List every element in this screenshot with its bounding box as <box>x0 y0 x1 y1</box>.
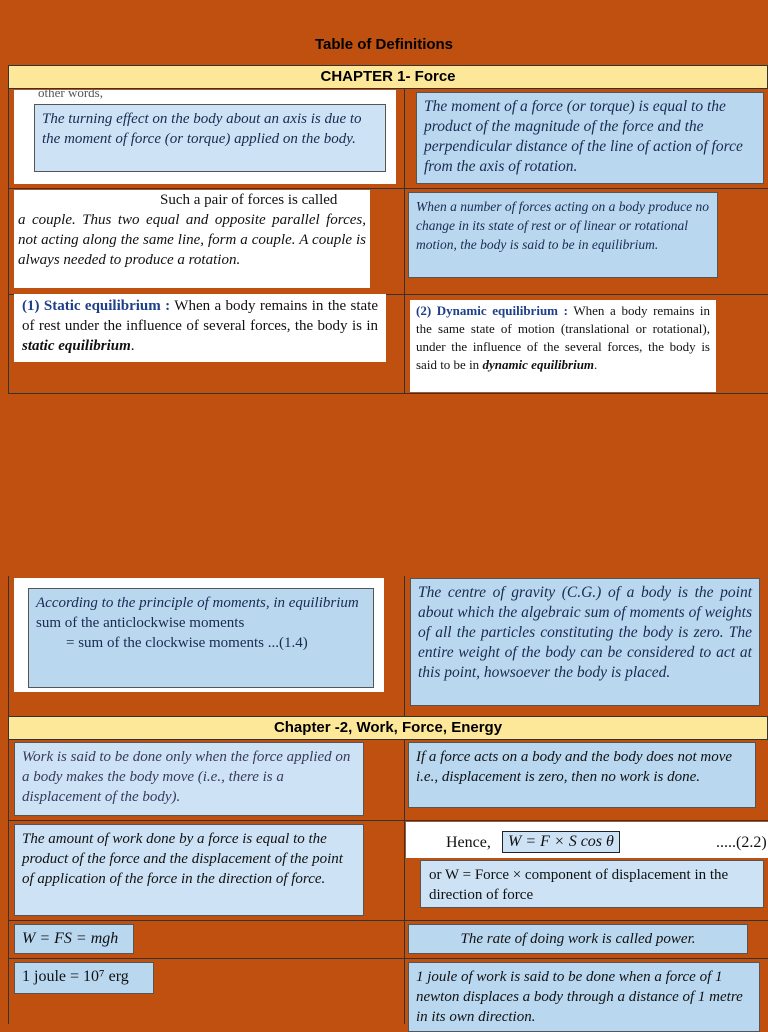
dynamic-equilibrium-heading: (2) Dynamic equilibrium : <box>416 303 568 318</box>
dynamic-equilibrium-body: When a body remains in the same state of motion (translational or rotational), under the influence of the several forces, the body is said to be in <box>416 303 710 372</box>
moment-of-force-definition: The moment of a force (or torque) is equal to the product of the magnitude of the force and the perpendicular distance of the line of action of force from the axis of rotation. <box>416 92 764 184</box>
row-divider <box>8 188 768 189</box>
work-energy-formula: W = FS = mgh <box>14 924 134 954</box>
principle-line-2: sum of the anticlockwise moments <box>36 615 245 631</box>
principle-of-moments-definition <box>28 588 374 688</box>
row-divider <box>8 820 768 821</box>
chapter-1-heading: CHAPTER 1- Force <box>8 65 768 89</box>
page-title: Table of Definitions <box>314 36 454 53</box>
table-divider-center <box>404 740 405 1024</box>
principle-line-1: According to the principle of moments, in equilibrium <box>36 595 359 611</box>
cell-principle-of-moments <box>14 578 384 692</box>
power-definition: The rate of doing work is called power. <box>408 924 748 954</box>
row-divider <box>8 958 768 959</box>
chapter-2-heading: Chapter -2, Work, Force, Energy <box>8 716 768 740</box>
couple-lead: Such a pair of forces is called <box>160 192 338 208</box>
work-component-formula: or W = Force × component of displacement in the direction of force <box>420 860 764 908</box>
row-divider <box>8 393 768 394</box>
table-border-left <box>8 89 9 394</box>
table-border-left <box>8 576 9 716</box>
static-equilibrium-heading: (1) Static equilibrium : <box>22 298 171 314</box>
static-equilibrium-definition: (1) Static equilibrium : When a body remains in the state of rest under the influence of several forces, the body is in static equilibrium. <box>14 294 386 362</box>
couple-body: a couple. Thus two equal and opposite parallel forces, not acting along the same line, form a couple. A couple is always needed to produce a rotation. <box>18 212 366 268</box>
work-formula: W = F × S cos θ <box>502 831 620 853</box>
table-divider-center <box>404 576 405 716</box>
scrap-text: other words, <box>38 85 103 100</box>
couple-definition <box>14 190 370 288</box>
hence-label: Hence, <box>446 834 491 851</box>
centre-of-gravity-definition: The centre of gravity (C.G.) of a body is the point about which the algebraic sum of moments of weights of all the particles constituting the body is zero. The entire weight of the body can be considered to act at this point, howsoever the body is placed. <box>410 578 760 706</box>
work-done-definition: Work is said to be done only when the force applied on a body makes the body move (i.e., there is a displacement of the body). <box>14 742 364 816</box>
dynamic-equilibrium-term: dynamic equilibrium <box>482 357 595 372</box>
table-border-left <box>8 740 9 1024</box>
no-work-definition: If a force acts on a body and the body does not move i.e., displacement is zero, then no work is done. <box>408 742 756 808</box>
equilibrium-definition: When a number of forces acting on a body produce no change in its state of rest or of linear or rotational motion, the body is said to be in equilibrium. <box>408 192 718 278</box>
turning-effect-definition: The turning effect on the body about an axis is due to the moment of force (or torque) applied on the body. <box>34 104 386 172</box>
static-equilibrium-body: When a body remains in the state of rest under the influence of several forces, the body is in <box>22 298 379 334</box>
static-equilibrium-term: static equilibrium <box>22 338 131 354</box>
row-divider <box>8 920 768 921</box>
cell-turning-effect <box>14 85 396 184</box>
table-divider-center <box>404 89 405 394</box>
work-formula-row <box>406 822 768 858</box>
amount-of-work-definition: The amount of work done by a force is equal to the product of the force and the displacement of the point of application of the force in the direction of force. <box>14 824 364 916</box>
equation-number: .....(2.2) <box>716 834 767 851</box>
principle-line-3: = sum of the clockwise moments ...(1.4) <box>66 635 308 651</box>
joule-definition: 1 joule of work is said to be done when a force of 1 newton displaces a body through a distance of 1 metre in its own direction. <box>408 962 760 1032</box>
joule-erg-relation: 1 joule = 10⁷ erg <box>14 962 154 994</box>
dynamic-equilibrium-definition: (2) Dynamic equilibrium : When a body remains in the same state of motion (translational or rotational), under the influence of the several forces, the body is said to be in dynamic equilibrium. <box>410 300 716 392</box>
